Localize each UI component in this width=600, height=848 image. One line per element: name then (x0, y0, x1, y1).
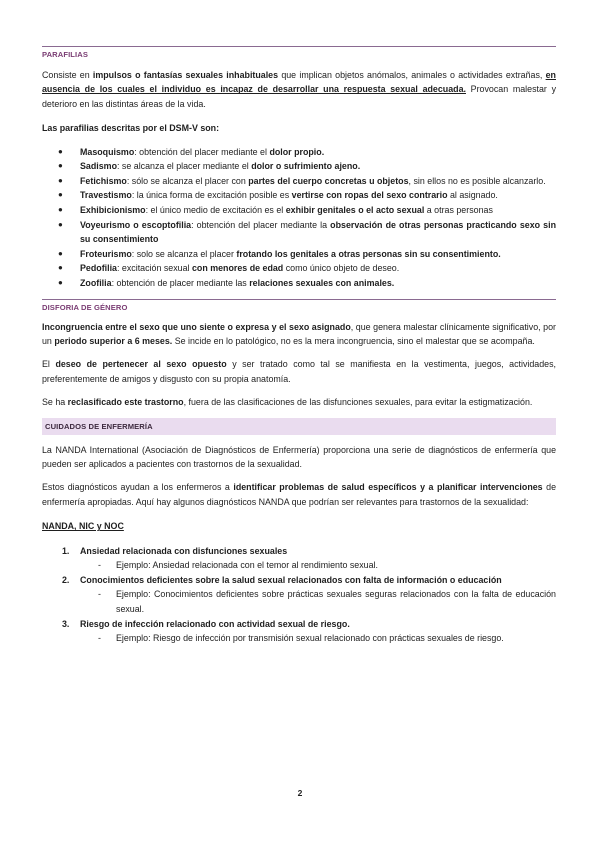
example-item: - Ejemplo: Conocimientos deficientes sobre prácticas sexuales seguras relacionados con la falta de educación sexual. (96, 587, 556, 616)
parafilias-intro: Consiste en impulsos o fantasías sexuales inhabituales que implican objetos anómalos, animales o actividades extrañas, en ausencia de los cuales el individuo es incapaz de desarrollar una respuesta sexual adecuada. Provocan malestar y deterioro en las distintas áreas de la vida. (42, 70, 557, 109)
list-item: 2. Conocimientos deficientes sobre la salud sexual relacionados con falta de información o educación - Ejemplo: Conocimientos deficientes sobre prácticas sexuales seguras relacionados con la falta de educación sexual. (62, 573, 556, 617)
list-item: ● Zoofilia: obtención de placer mediante las relaciones sexuales con animales. (58, 276, 556, 291)
document-page (42, 46, 556, 646)
page-number: 2 (297, 788, 303, 798)
section-heading-cuidados: CUIDADOS DE ENFERMERÍA (42, 418, 556, 435)
list-item: ● Masoquismo: obtención del placer mediante el dolor propio. (58, 145, 556, 160)
example-item: - Ejemplo: Ansiedad relacionada con el temor al rendimiento sexual. (96, 558, 556, 573)
list-item: ● Exhibicionismo: el único medio de excitación es el exhibir genitales o el acto sexual a otras personas (58, 203, 556, 218)
cuidados-paragraph-1: La NANDA International (Asociación de Diagnósticos de Enfermería) proporciona una serie de diagnósticos de enfermería que pueden ser aplicados a pacientes con trastornos de la sexualidad. (42, 444, 556, 469)
section-heading-parafilias: PARAFILIAS (42, 46, 556, 62)
list-item: 3. Riesgo de infección relacionado con actividad sexual de riesgo. - Ejemplo: Riesgo de infección por transmisión sexual relacionado con prácticas sexuales de riesgo. (62, 617, 556, 646)
nanda-title: NANDA, NIC y NOC (42, 521, 124, 532)
list-item: ● Froteurismo: solo se alcanza el placer frotando los genitales a otras personas sin su consentimiento. (58, 247, 556, 262)
parafilias-list (42, 145, 556, 291)
example-item: - Ejemplo: Riesgo de infección por transmisión sexual relacionado con prácticas sexuales de riesgo. (96, 631, 556, 646)
list-item: ● Sadismo: se alcanza el placer mediante el dolor o sufrimiento ajeno. (58, 159, 556, 174)
list-item: ● Travestismo: la única forma de excitación posible es vertirse con ropas del sexo contrario al asignado. (58, 188, 556, 203)
list-item: 1. Ansiedad relacionada con disfunciones sexuales - Ejemplo: Ansiedad relacionada con el temor al rendimiento sexual. (62, 544, 556, 573)
disforia-paragraph-3: Se ha reclasificado este trastorno, fuera de las clasificaciones de las disfunciones sexuales, para evitar la estigmatización. (42, 397, 533, 408)
disforia-paragraph-1: Incongruencia entre el sexo que uno siente o expresa y el sexo asignado, que genera malestar clínicamente significativo, por un periodo superior a 6 meses. Se incide en lo patológico, no es la mera incongruencia, sino el malestar que se acompaña. (42, 321, 556, 346)
list-item: ● Voyeurismo o escoptofilia: obtención del placer mediante la observación de otras personas practicando sexo sin su consentimiento (58, 218, 556, 247)
parafilias-list-title: Las parafilias descritas por el DSM-V son: (42, 123, 220, 134)
section-heading-disforia: DISFORIA DE GÉNERO (42, 299, 556, 315)
list-item: ● Fetichismo: sólo se alcanza el placer con partes del cuerpo concretas u objetos, sin ellos no es posible alcanzarlo. (58, 174, 556, 189)
list-item: ● Pedofilia: excitación sexual con menores de edad como único objeto de deseo. (58, 261, 556, 276)
disforia-paragraph-2: El deseo de pertenecer al sexo opuesto y ser tratado como tal se manifiesta en la vestimenta, juegos, actividades, preferentemente de amigos y disgusto con su propia anatomía. (42, 359, 557, 384)
nanda-list (42, 544, 556, 646)
cuidados-paragraph-2: Estos diagnósticos ayudan a los enfermeros a identificar problemas de salud específicos y a planificar intervenciones de enfermería apropiadas. Aquí hay algunos diagnósticos NANDA que podrían ser relevantes para trastornos de la sexualidad: (42, 482, 557, 507)
